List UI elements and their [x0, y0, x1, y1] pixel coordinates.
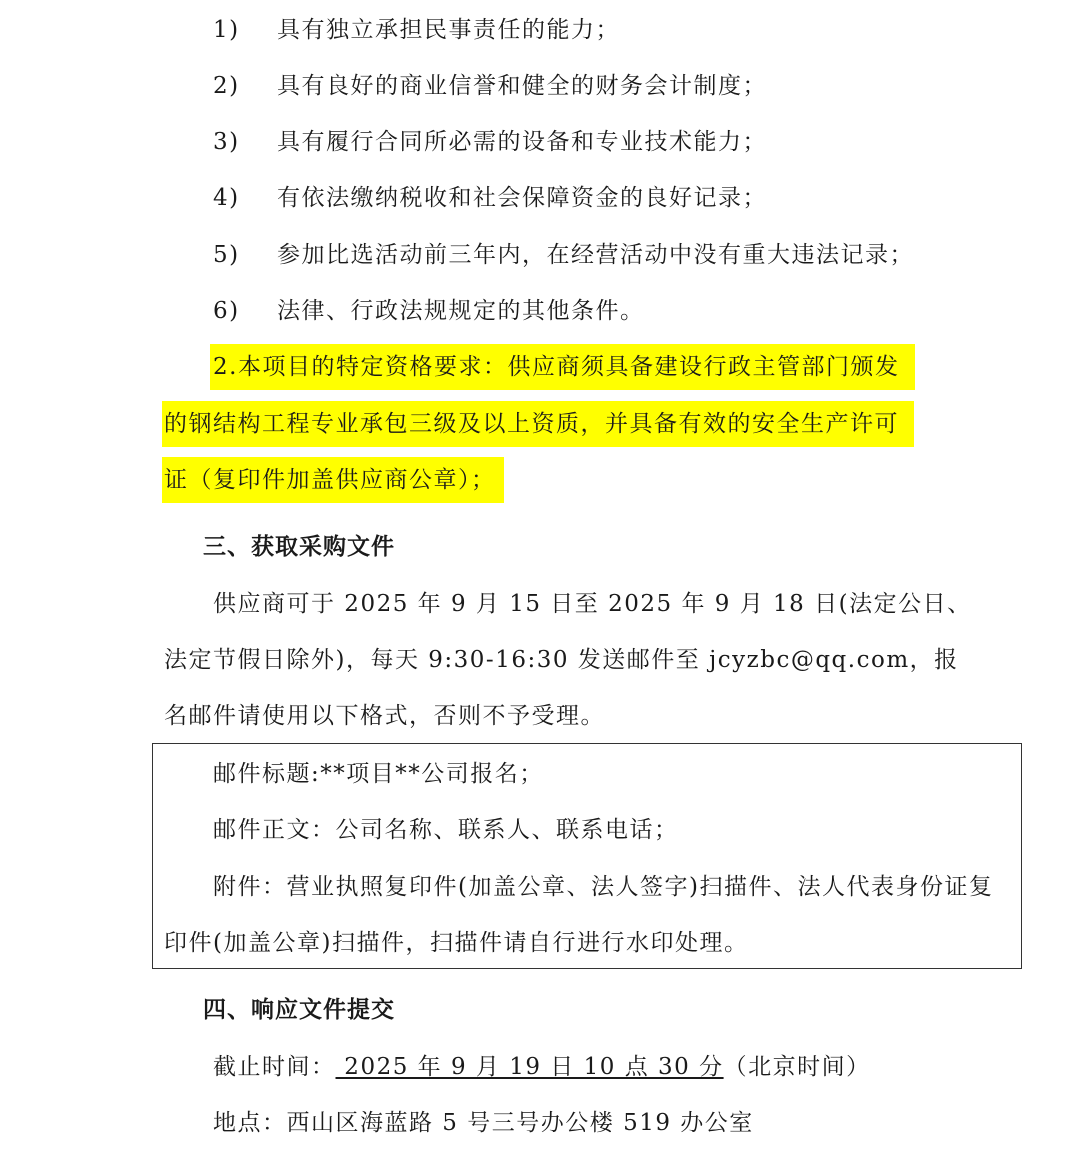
section-heading: 四、响应文件提交: [203, 997, 395, 1023]
list-item-number: 4): [213, 185, 240, 211]
list-item-text: 有依法缴纳税收和社会保障资金的良好记录；: [277, 185, 767, 211]
deadline-row: [213, 1052, 871, 1082]
list-item-number: 5): [213, 242, 240, 268]
paragraph-line: 法定节假日除外)，每天 9:30-16:30 发送邮件至 jcyzbc@qq.com，报: [164, 647, 959, 673]
paragraph-line: 名邮件请使用以下格式，否则不予受理。: [164, 703, 605, 729]
section-heading: 三、获取采购文件: [203, 534, 395, 560]
highlighted-text-line: 2.本项目的特定资格要求：供应商须具备建设行政主管部门颁发: [210, 344, 915, 390]
list-item-text: 参加比选活动前三年内，在经营活动中没有重大违法记录；: [277, 242, 914, 268]
list-item-number: 1): [213, 17, 240, 43]
list-item-number: 3): [213, 129, 240, 155]
list-item-text: 具有履行合同所必需的设备和专业技术能力；: [277, 129, 767, 155]
email-subject-line: 邮件标题:**项目**公司报名；: [213, 761, 544, 787]
list-item-text: 具有良好的商业信誉和健全的财务会计制度；: [277, 73, 767, 99]
email-attachment-line: 附件：营业执照复印件(加盖公章、法人签字)扫描件、法人代表身份证复: [213, 874, 994, 900]
email-body-line: 邮件正文：公司名称、联系人、联系电话；: [213, 817, 679, 843]
paragraph-line: 供应商可于 2025 年 9 月 15 日至 2025 年 9 月 18 日(法定公日、: [213, 591, 972, 617]
list-item-text: 法律、行政法规规定的其他条件。: [277, 298, 645, 324]
email-attachment-line: 印件(加盖公章)扫描件，扫描件请自行进行水印处理。: [164, 930, 749, 956]
list-item-text: 具有独立承担民事责任的能力；: [277, 17, 620, 43]
location-line: 地点：西山区海蓝路 5 号三号办公楼 519 办公室: [213, 1110, 754, 1136]
highlighted-text-line: 证（复印件加盖供应商公章）；: [162, 457, 504, 503]
list-item-number: 2): [213, 73, 240, 99]
deadline-label: 截止时间：: [213, 1054, 336, 1080]
deadline-suffix: （北京时间）: [723, 1054, 871, 1080]
list-item-number: 6): [213, 298, 240, 324]
deadline-value: 2025 年 9 月 19 日 10 点 30 分: [335, 1054, 724, 1080]
highlighted-text-line: 的钢结构工程专业承包三级及以上资质，并具备有效的安全生产许可: [162, 401, 914, 447]
